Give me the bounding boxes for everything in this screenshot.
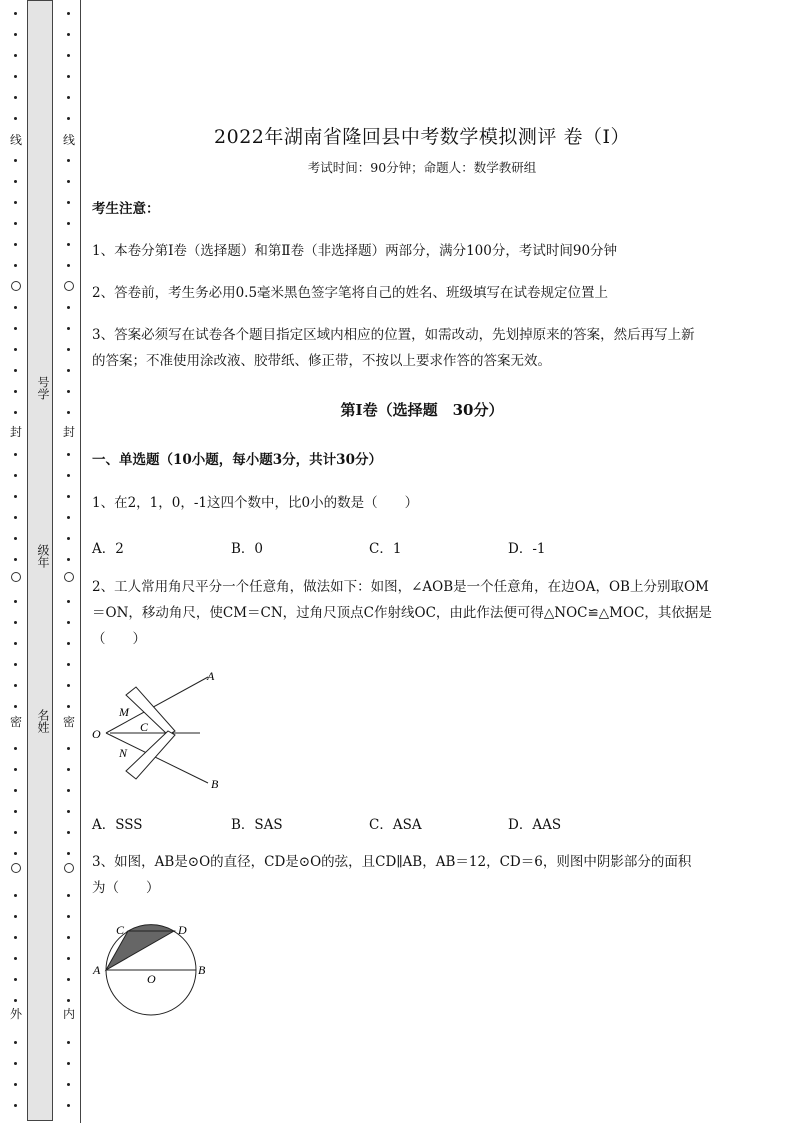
binding-dot — [14, 54, 17, 57]
binding-dot — [14, 474, 17, 477]
question-2-option-b[interactable]: B．SAS — [231, 817, 283, 833]
binding-circle-icon — [11, 572, 21, 582]
notice-item: 2、答卷前，考生务必用0.5毫米黑色签字笔将自己的姓名、班级填写在试卷规定位置上 — [92, 285, 609, 301]
question-2-option-c[interactable]: C．ASA — [369, 817, 422, 833]
binding-dot — [14, 684, 17, 687]
binding-dot — [67, 180, 70, 183]
binding-dot — [67, 768, 70, 771]
binding-dot — [14, 12, 17, 15]
binding-dot — [14, 1083, 17, 1086]
binding-dot — [67, 600, 70, 603]
binding-circle-icon — [64, 281, 74, 291]
binding-circle-icon — [11, 863, 21, 873]
binding-dot — [67, 852, 70, 855]
binding-dot — [14, 1062, 17, 1065]
section-title: 第Ⅰ卷（选择题 30分） — [340, 401, 504, 419]
binding-dot — [67, 747, 70, 750]
binding-dot — [67, 810, 70, 813]
binding-dot — [67, 222, 70, 225]
question-2-stem-line-2: ＝ON，移动角尺，使CM＝CN，过角尺顶点C作射线OC，由此作法便可得△NOC≌△MOC，其依据是 — [92, 605, 712, 621]
exam-info: 考试时间：90分钟；命题人：数学教研组 — [307, 160, 537, 175]
notice-item: 1、本卷分第I卷（选择题）和第Ⅱ卷（非选择题）两部分，满分100分，考试时间90分钟 — [92, 243, 618, 259]
binding-dot — [67, 621, 70, 624]
binding-dot — [14, 789, 17, 792]
binding-mark-label: 密 — [62, 715, 75, 729]
binding-dot — [14, 33, 17, 36]
question-2-stem-line-1: 2、工人常用角尺平分一个任意角，做法如下：如图，∠AOB是一个任意角，在边OA，OB上分别取OM — [92, 579, 709, 595]
binding-dot — [67, 705, 70, 708]
binding-dot — [67, 390, 70, 393]
binding-mark-label: 封 — [62, 425, 75, 439]
binding-dot — [14, 327, 17, 330]
binding-circle-icon — [64, 863, 74, 873]
binding-dot — [67, 327, 70, 330]
notice-item: 的答案；不准使用涂改液、胶带纸、修正带，不按以上要求作答的答案无效。 — [92, 353, 551, 369]
binding-dot — [14, 537, 17, 540]
binding-dot — [67, 411, 70, 414]
binding-dot — [14, 705, 17, 708]
binding-dot — [14, 642, 17, 645]
binding-dot — [14, 1104, 17, 1107]
binding-mark-label: 内 — [62, 1007, 75, 1021]
question-1-option-d[interactable]: D．-1 — [508, 541, 546, 557]
binding-dot — [67, 348, 70, 351]
binding-dot — [14, 75, 17, 78]
question-3-stem-line-2: 为（ ） — [92, 880, 160, 896]
binding-dot — [67, 1062, 70, 1065]
binding-dot — [14, 621, 17, 624]
binding-dot — [14, 747, 17, 750]
binding-dot — [14, 768, 17, 771]
binding-mark-label: 密 — [9, 715, 22, 729]
binding-mark-label: 外 — [9, 1007, 22, 1021]
binding-dot — [67, 957, 70, 960]
angle-ruler-figure — [88, 665, 228, 795]
question-2-option-a[interactable]: A．SSS — [92, 817, 143, 833]
binding-column-right — [61, 0, 77, 1123]
page-title: 2022年湖南省隆回县中考数学模拟测评 卷（Ⅰ） — [214, 126, 630, 148]
binding-dot — [14, 936, 17, 939]
binding-dot — [14, 516, 17, 519]
binding-mark-label: 线 — [62, 133, 75, 147]
binding-dot — [14, 1041, 17, 1044]
binding-dot — [67, 117, 70, 120]
binding-dot — [67, 1104, 70, 1107]
binding-frame-line — [80, 0, 81, 1123]
binding-dot — [14, 999, 17, 1002]
binding-column-left — [8, 0, 24, 1123]
figure-label-m: M — [119, 705, 129, 719]
question-1-option-a[interactable]: A．2 — [92, 541, 124, 557]
binding-dot — [14, 264, 17, 267]
binding-dot — [14, 810, 17, 813]
binding-dot — [67, 537, 70, 540]
binding-dot — [14, 369, 17, 372]
question-3-stem-line-1: 3、如图，AB是⊙O的直径，CD是⊙O的弦，且CD∥AB，AB＝12，CD＝6，则图中阴影部分的面积 — [92, 854, 692, 870]
binding-dot — [67, 1041, 70, 1044]
binding-dot — [67, 264, 70, 267]
binding-dot — [67, 663, 70, 666]
figure-label-a: A — [207, 669, 215, 683]
binding-dot — [67, 915, 70, 918]
binding-dot — [67, 642, 70, 645]
figure-label-b: B — [198, 963, 206, 977]
binding-dot — [67, 999, 70, 1002]
question-1-option-c[interactable]: C．1 — [369, 541, 402, 557]
notice-heading: 考生注意： — [92, 201, 160, 217]
binding-dot — [14, 159, 17, 162]
binding-dot — [14, 117, 17, 120]
binding-dot — [67, 978, 70, 981]
binding-dot — [67, 201, 70, 204]
notice-item: 3、答案必须写在试卷各个题目指定区域内相应的位置，如需改动，先划掉原来的答案，然后再写上新 — [92, 327, 695, 343]
binding-dot — [14, 852, 17, 855]
binding-dot — [14, 915, 17, 918]
binding-dot — [67, 369, 70, 372]
binding-dot — [67, 306, 70, 309]
circle-figure — [90, 920, 220, 1020]
binding-dot — [14, 243, 17, 246]
binding-dot — [67, 243, 70, 246]
binding-dot — [14, 180, 17, 183]
binding-dot — [67, 831, 70, 834]
binding-dot — [67, 159, 70, 162]
binding-mark-label: 线 — [9, 133, 22, 147]
binding-mark-label: 封 — [9, 425, 22, 439]
question-1-stem: 1、在2，1，0，-1这四个数中，比0小的数是（ ） — [92, 495, 419, 511]
binding-dot — [67, 495, 70, 498]
question-2-stem-line-3: （ ） — [92, 631, 146, 647]
binding-dot — [14, 495, 17, 498]
binding-dot — [67, 894, 70, 897]
question-1-option-b[interactable]: B．0 — [231, 541, 264, 557]
binding-dot — [67, 936, 70, 939]
binding-dot — [67, 474, 70, 477]
binding-dot — [67, 12, 70, 15]
binding-dot — [14, 894, 17, 897]
binding-dot — [67, 33, 70, 36]
part-heading: 一、单选题（10小题，每小题3分，共计30分） — [92, 452, 382, 468]
field-label-name: 名姓 — [36, 709, 50, 733]
binding-dot — [14, 600, 17, 603]
binding-circle-icon — [64, 572, 74, 582]
figure-label-c: C — [116, 923, 125, 937]
binding-dot — [14, 96, 17, 99]
binding-dot — [14, 978, 17, 981]
figure-label-o: O — [92, 727, 101, 741]
figure-label-d: D — [178, 923, 187, 937]
binding-dot — [67, 75, 70, 78]
binding-dot — [14, 558, 17, 561]
binding-dot — [14, 222, 17, 225]
binding-dot — [14, 306, 17, 309]
binding-dot — [14, 348, 17, 351]
binding-dot — [67, 789, 70, 792]
binding-dot — [14, 663, 17, 666]
binding-dot — [14, 831, 17, 834]
question-2-option-d[interactable]: D．AAS — [508, 817, 562, 833]
figure-label-b: B — [211, 777, 219, 791]
figure-label-o: O — [147, 972, 156, 986]
binding-dot — [67, 684, 70, 687]
binding-dot — [14, 453, 17, 456]
binding-dot — [14, 390, 17, 393]
binding-dot — [14, 957, 17, 960]
figure-label-a: A — [93, 963, 101, 977]
field-label-grade: 级年 — [36, 544, 50, 568]
binding-dot — [67, 54, 70, 57]
binding-circle-icon — [11, 281, 21, 291]
field-label-student-number: 号学 — [36, 376, 50, 400]
binding-dot — [67, 1083, 70, 1086]
binding-dot — [67, 516, 70, 519]
binding-dot — [14, 201, 17, 204]
binding-dot — [67, 453, 70, 456]
binding-dot — [67, 558, 70, 561]
figure-label-c: C — [140, 720, 149, 734]
figure-label-n: N — [119, 746, 128, 760]
binding-dot — [67, 96, 70, 99]
binding-dot — [14, 411, 17, 414]
